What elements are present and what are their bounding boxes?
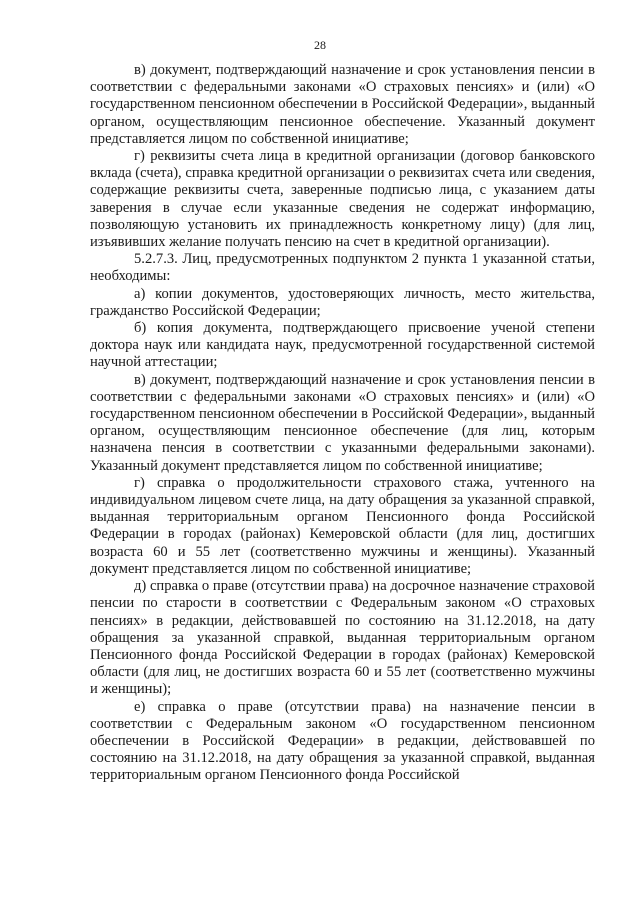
paragraph-5-2-7-3: 5.2.7.3. Лиц, предусмотренных подпунктом 2 пункта 1 указанной статьи, необходимы: [90,251,595,285]
paragraph-d-early-pension-right: д) справка о праве (отсутствии права) на досрочное назначение страховой пенсии по старости в соответствии с Федеральным законом «О страховых пенсиях» в редакции, действовавшей по состоянию на 31.12.2018, на дату обращения за указанной справкой, выданная территориальным органом Пенсионного фонда Российской Федерации в городах (районах) Кемеровской области (для лиц, не достигших возраста 60 и 55 лет (соответственно мужчины и женщины); [90,578,595,698]
page-number: 28 [314,38,326,52]
paragraph-v-pension-document-2: в) документ, подтверждающий назначение и срок установления пенсии в соответствии с федеральными законами «О страховых пенсиях» и (или) «О государственном пенсионном обеспечении в Российской Федерации», выданный органом, осуществляющим пенсионное обеспечение (для лиц, которым назначена пенсия в соответствии с указанными федеральными законами). Указанный документ представляется лицом по собственной инициативе; [90,371,595,474]
paragraph-b-degree-copy: б) копия документа, подтверждающего присвоение ученой степени доктора наук или кандидата наук, предусмотренной государственной системой научной аттестации; [90,320,595,371]
paragraph-g-bank-details: г) реквизиты счета лица в кредитной организации (договор банковского вклада (счета), справка кредитной организации о реквизитах счета или сведения, содержащие реквизиты счета, заверенные подписью лица, с указанием даты заверения в случае если указанные сведения не содержат информацию, позволяющую установить их принадлежность конкретному лицу) (для лиц, изъявивших желание получать пенсию на счет в кредитной организации). [90,148,595,251]
paragraph-v-pension-document: в) документ, подтверждающий назначение и срок установления пенсии в соответствии с федеральными законами «О страховых пенсиях» и (или) «О государственном пенсионном обеспечении в Российской Федерации», выданный органом, осуществляющим пенсионное обеспечение. Указанный документ представляется лицом по собственной инициативе; [90,62,595,147]
paragraph-e-pension-right: е) справка о праве (отсутствии права) на назначение пенсии в соответствии с Федеральным законом «О государственном пенсионном обеспечении в Российской Федерации» в редакции, действовавшей по состоянию на 31.12.2018, на дату обращения за указанной справкой, выданная территориальным органом Пенсионного фонда Российской [90,698,595,784]
paragraph-a-identity-copies: а) копии документов, удостоверяющих личность, место жительства, гражданство Российской Федерации; [90,285,595,319]
document-body [90,62,595,785]
paragraph-g-insurance-record: г) справка о продолжительности страхового стажа, учтенного на индивидуальном лицевом счете лица, на дату обращения за указанной справкой, выданная территориальным органом Пенсионного фонда Российской Федерации в городах (районах) Кемеровской области (для лиц, достигших возраста 60 и 55 лет (соответственно мужчины и женщины). Указанный документ представляется лицом по собственной инициативе; [90,474,595,577]
